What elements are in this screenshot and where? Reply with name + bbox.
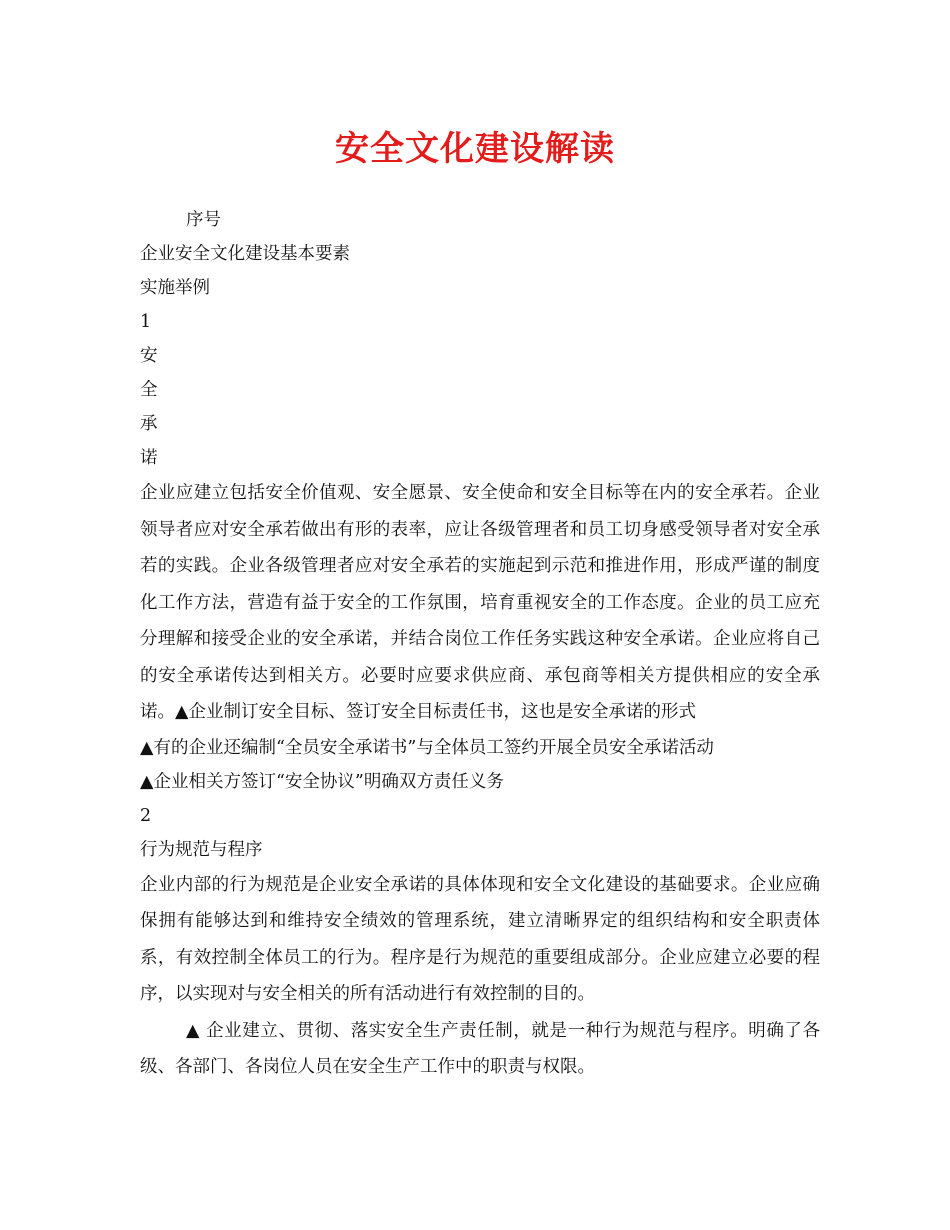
section1-example: ▲有的企业还编制“全员安全承诺书”与全体员工签约开展全员安全承诺活动: [140, 737, 714, 758]
section1-example: ▲企业相关方签订“安全协议”明确双方责任义务: [140, 771, 504, 792]
document-body: [140, 203, 820, 1086]
document-title: 安全文化建设解读: [335, 129, 615, 169]
header-line-element: 企业安全文化建设基本要素: [140, 244, 350, 264]
section2-heading: 行为规范与程序: [140, 839, 263, 860]
section2-paragraph: 企业内部的行为规范是企业安全承诺的具体体现和安全文化建设的基础要求。企业应确保拥有能够达到和维持安全绩效的管理系统，建立清晰界定的组织结构和安全职责体系，有效控制全体员工的行为。程序是行为规范的重要组成部分。企业应建立必要的程序，以实现对与安全相关的所有活动进行有效控制的目的。: [140, 874, 820, 1004]
section2-number: 2: [140, 805, 152, 826]
section1-number: 1: [140, 312, 152, 332]
section1-heading-char: 诺: [140, 448, 158, 468]
header-line-serial: 序号: [186, 210, 221, 230]
header-line-example: 实施举例: [140, 278, 210, 298]
section1-heading-char: 安: [140, 346, 158, 366]
section2-example: ▲ 企业建立、贯彻、落实安全生产责任制，就是一种行为规范与程序。明确了各级、各部门、各岗位人员在安全生产工作中的职责与权限。: [140, 1020, 820, 1077]
section1-heading-char: 承: [140, 414, 158, 434]
section1-paragraph: 企业应建立包括安全价值观、安全愿景、安全使命和安全目标等在内的安全承若。企业领导者应对安全承若做出有形的表率，应让各级管理者和员工切身感受领导者对安全承若的实践。企业各级管理者应对安全承若的实施起到示范和推进作用，形成严谨的制度化工作方法，营造有益于安全的工作氛围，培育重视安全的工作态度。企业的员工应充分理解和接受企业的安全承诺，并结合岗位工作任务实践这种安全承诺。企业应将自己的安全承诺传达到相关方。必要时应要求供应商、承包商等相关方提供相应的安全承诺。▲企业制订安全目标、签订安全目标责任书，这也是安全承诺的形式: [140, 483, 820, 722]
section1-heading-char: 全: [140, 380, 158, 400]
